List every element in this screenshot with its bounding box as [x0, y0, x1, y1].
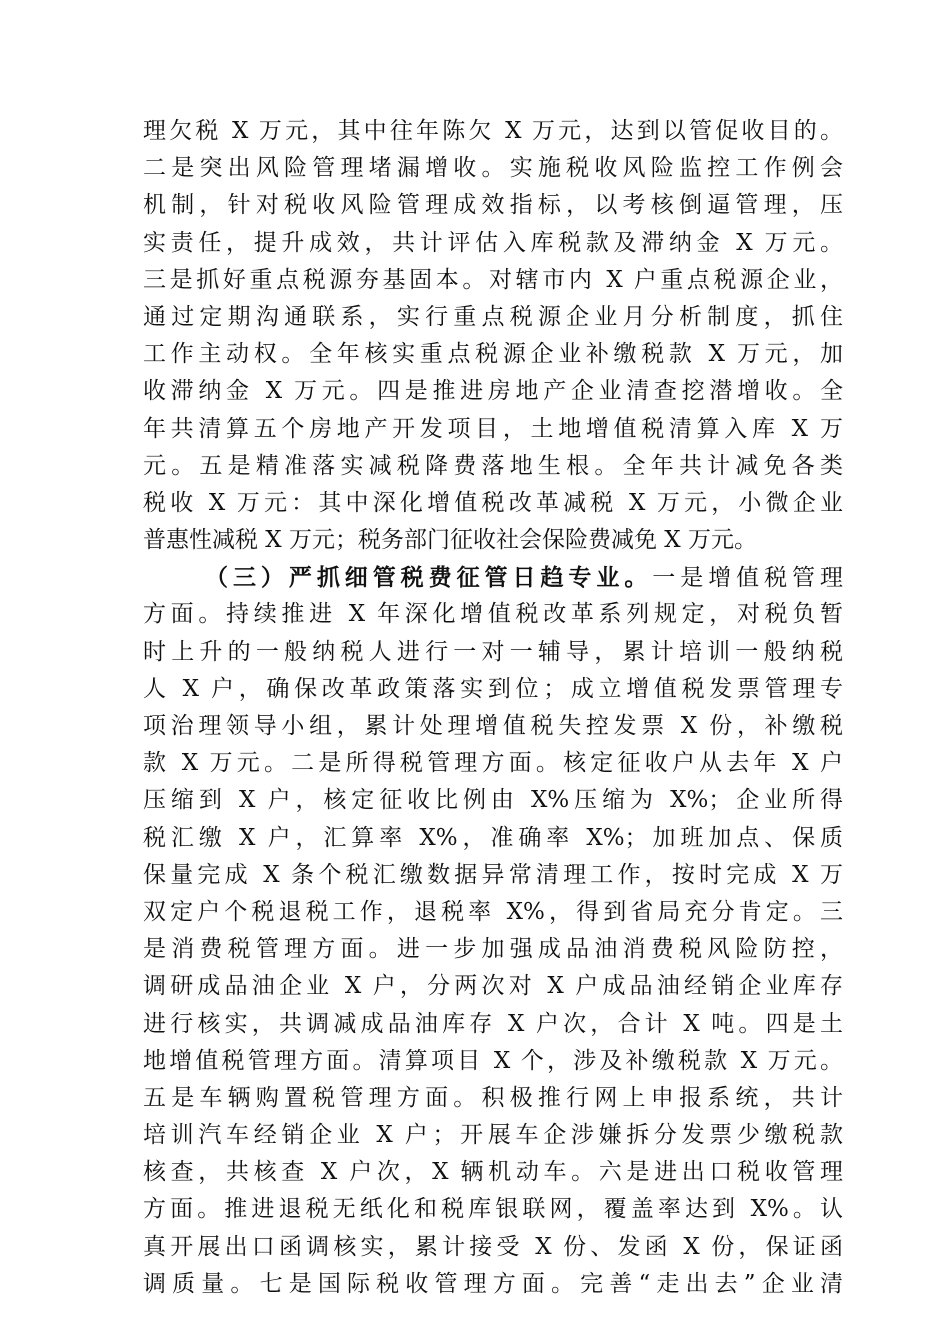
text-line: 三是抓好重点税源夯基固本。对辖市内 X 户重点税源企业，: [143, 266, 843, 293]
text-line: 是消费税管理方面。进一步加强成品油消费税风险防控，: [143, 936, 843, 963]
text-line: 项治理领导小组，累计处理增值税失控发票 X 份，补缴税: [143, 713, 843, 739]
text-line: 工作主动权。全年核实重点税源企业补缴税款 X 万元，加: [143, 341, 843, 368]
text-line: 核查，共核查 X 户次，X 辆机动车。六是进出口税收管理: [143, 1159, 843, 1186]
text-line: 税收 X 万元：其中深化增值税改革减税 X 万元，小微企业: [143, 489, 843, 516]
text-line: 调质量。七是国际税收管理方面。完善“走出去”企业清: [143, 1270, 843, 1297]
text-line: 机制，针对税收风险管理成效指标，以考核倒逼管理，压: [143, 192, 843, 219]
text-line: 款 X 万元。二是所得税管理方面。核定征收户从去年 X 户: [143, 750, 843, 777]
text-line: 普惠性减税 X 万元；税务部门征收社会保险费减免 X 万元。: [143, 527, 757, 554]
text-line: 保量完成 X 条个税汇缴数据异常清理工作，按时完成 X 万: [143, 861, 843, 888]
text-line: 真开展出口函调核实，累计接受 X 份、发函 X 份，保证函: [143, 1233, 843, 1260]
text-line: 培训汽车经销企业 X 户；开展车企涉嫌拆分发票少缴税款: [143, 1122, 843, 1149]
text-line: 实责任，提升成效，共计评估入库税款及滞纳金 X 万元。: [143, 229, 843, 256]
document-body: [143, 113, 843, 1303]
text-line: 收滞纳金 X 万元。四是推进房地产企业清查挖潜增收。全: [143, 378, 843, 405]
text-line: 方面。持续推进 X 年深化增值税改革系列规定，对税负暂: [143, 601, 843, 628]
text-line: 税汇缴 X 户，汇算率 X%，准确率 X%；加班加点、保质: [143, 824, 843, 851]
text-line: 通过定期沟通联系，实行重点税源企业月分析制度，抓住: [143, 303, 843, 330]
section-3-first-line: [143, 559, 843, 596]
text-line: 元。五是精准落实减税降费落地生根。全年共计减免各类: [143, 452, 843, 479]
text-line: 双定户个税退税工作，退税率 X%，得到省局充分肯定。三: [143, 898, 843, 925]
text-line: 五是车辆购置税管理方面。积极推行网上申报系统，共计: [143, 1084, 843, 1111]
text-line: 理欠税 X 万元，其中往年陈欠 X 万元，达到以管促收目的。: [143, 118, 843, 144]
text-line: 调研成品油企业 X 户，分两次对 X 户成品油经销企业库存: [143, 973, 843, 1000]
text-line: 方面。推进退税无纸化和税库银联网，覆盖率达到 X%。认: [143, 1196, 843, 1223]
text-line: 压缩到 X 户，核定征收比例由 X%压缩为 X%；企业所得: [143, 787, 843, 814]
text-line: 人 X 户，确保改革政策落实到位；成立增值税发票管理专: [143, 675, 843, 702]
text-line: 年共清算五个房地产开发项目，土地增值税清算入库 X 万: [143, 415, 843, 442]
section-3-first-text: 一是增值税管理: [652, 565, 844, 592]
text-line: 地增值税管理方面。清算项目 X 个，涉及补缴税款 X 万元。: [143, 1047, 843, 1074]
text-line: 进行核实，共调减成品油库存 X 户次，合计 X 吨。四是土: [143, 1010, 843, 1037]
text-line: 二是突出风险管理堵漏增收。实施税收风险监控工作例会: [143, 155, 843, 182]
section-3-heading: （三）严抓细管税费征管日趋专业。: [205, 564, 653, 592]
text-line: 时上升的一般纳税人进行一对一辅导，累计培训一般纳税: [143, 638, 843, 665]
